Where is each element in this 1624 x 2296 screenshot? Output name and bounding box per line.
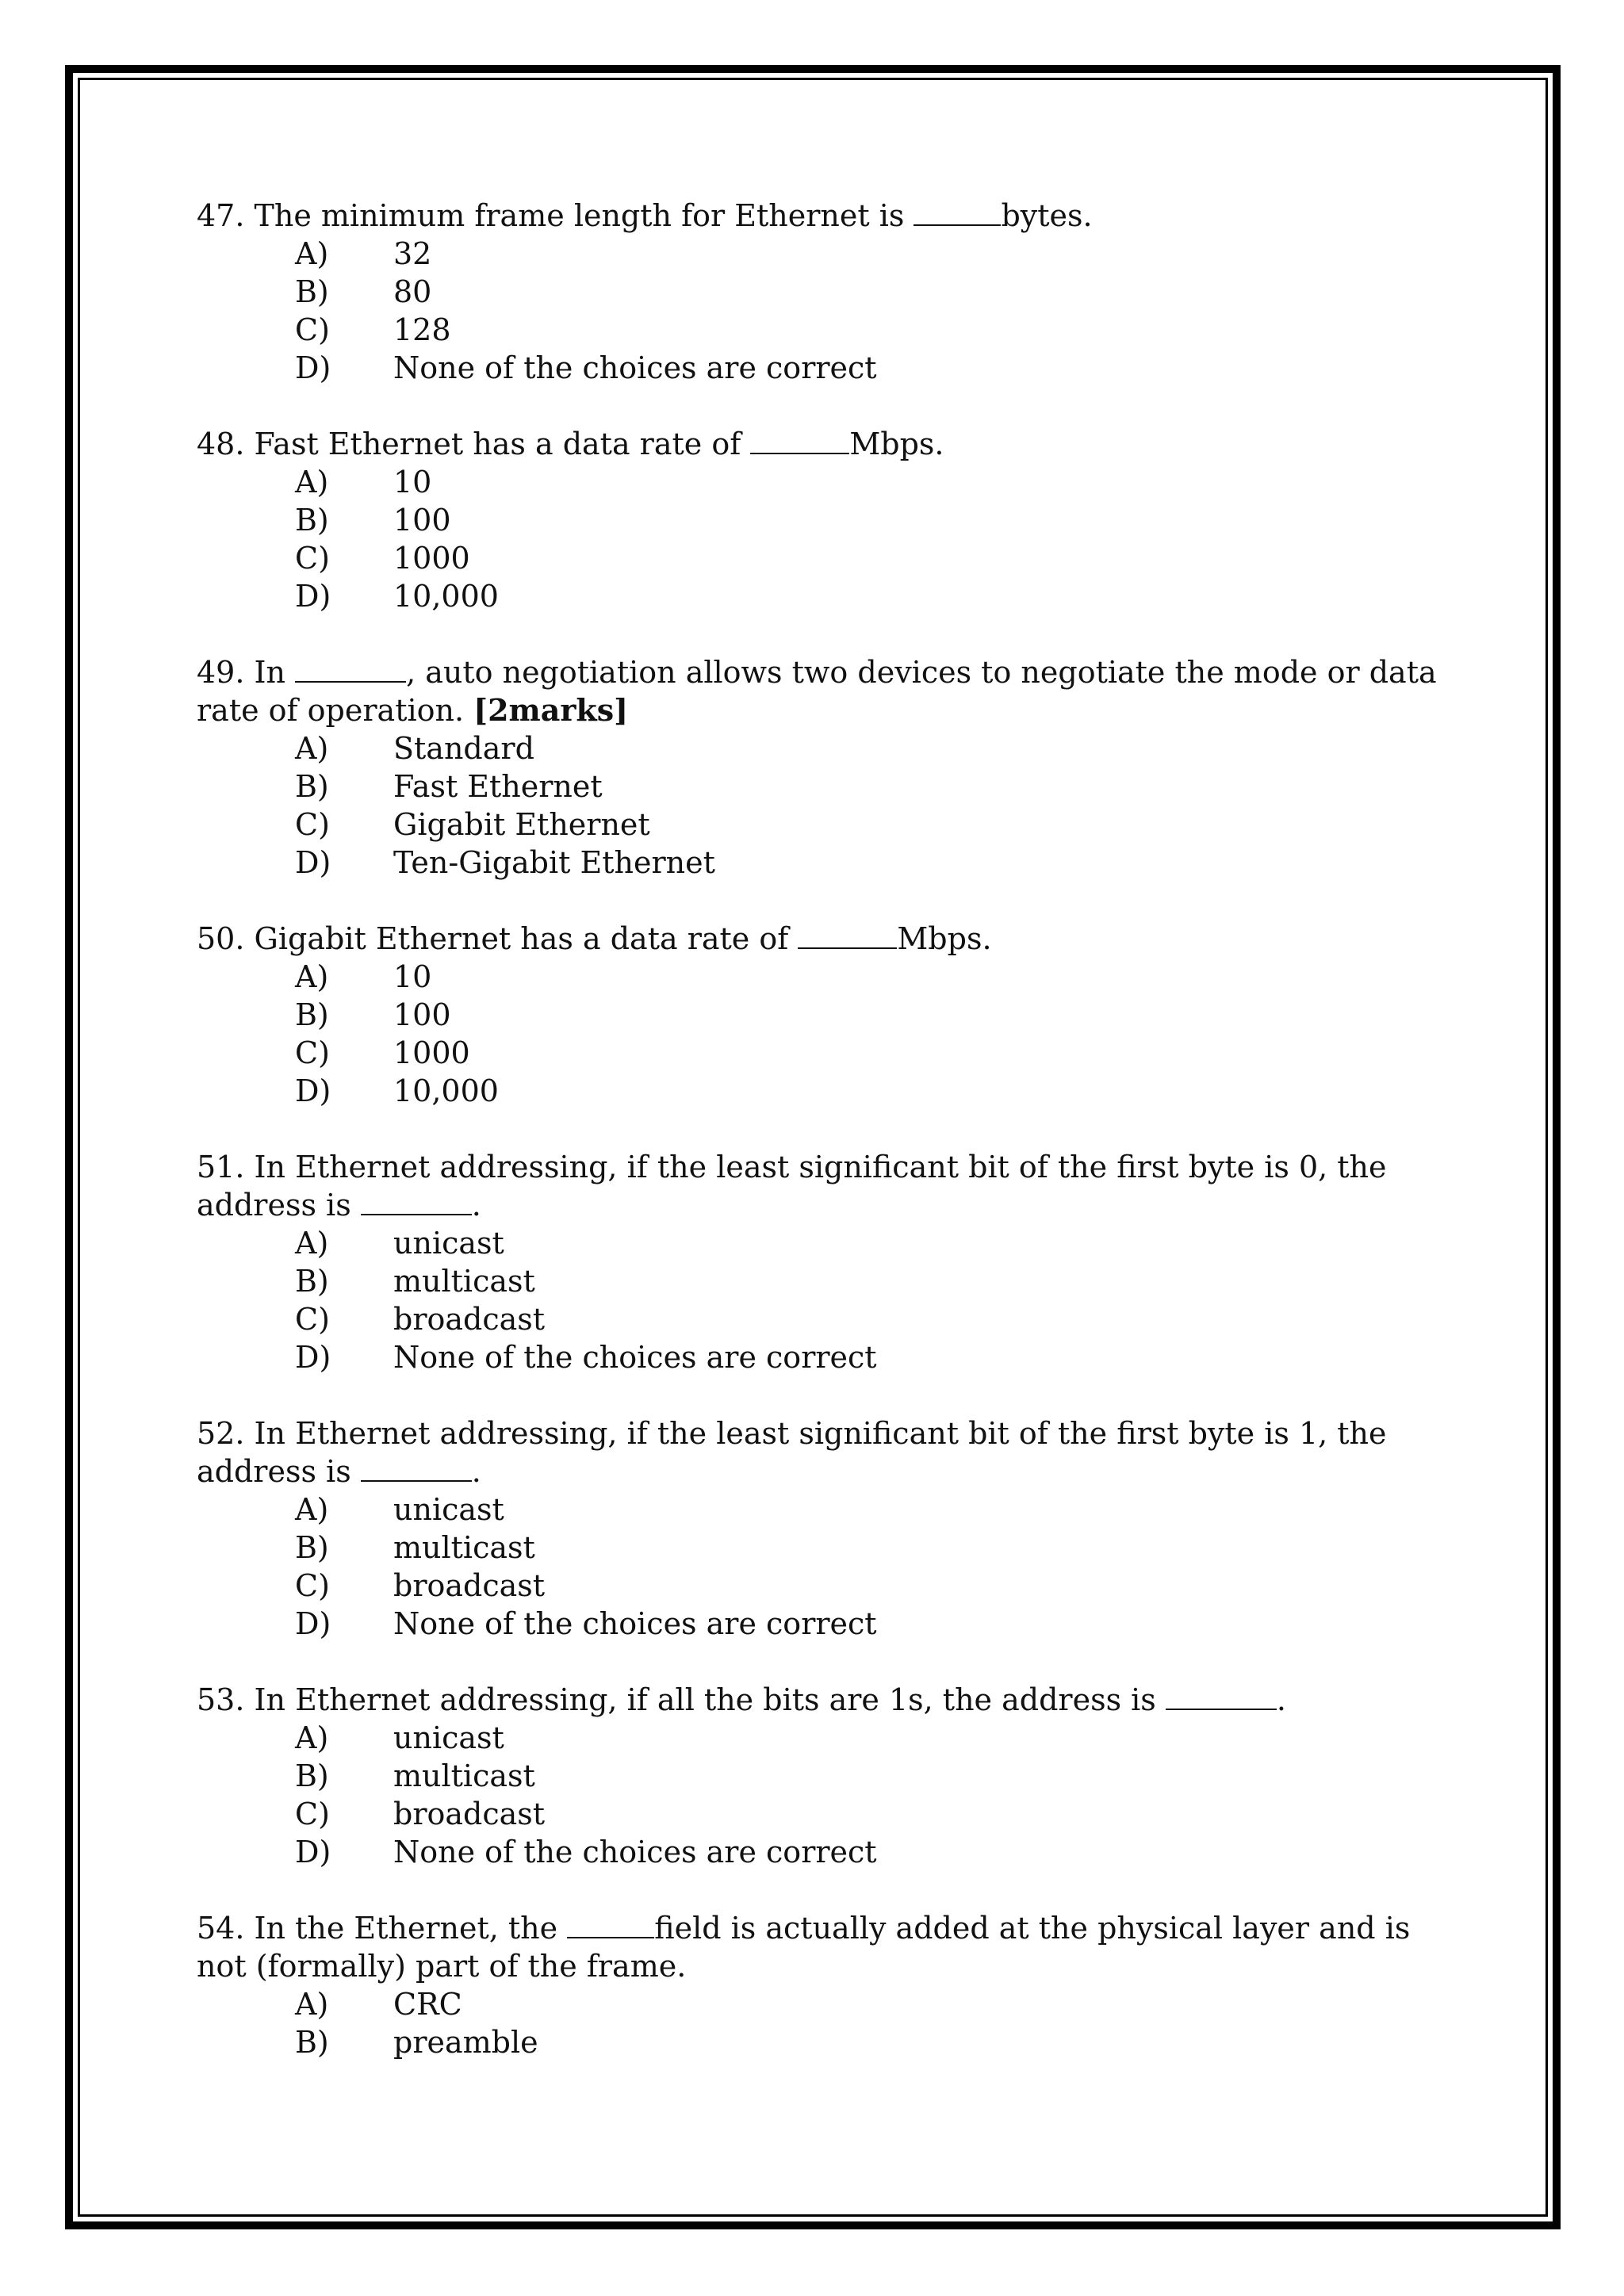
question-text-start: 51. In Ethernet addressing, if the least significant bit of the first byte is 0, the address is bbox=[197, 1150, 1387, 1223]
question-51 bbox=[197, 1148, 1450, 1376]
question-text-start: 48. Fast Ethernet has a data rate of bbox=[197, 427, 751, 461]
option-b[interactable] bbox=[197, 2023, 1450, 2061]
option-b[interactable] bbox=[197, 501, 1450, 539]
marks-label: [2marks] bbox=[473, 692, 629, 728]
option-text: multicast bbox=[393, 1530, 535, 1565]
option-letter: A) bbox=[295, 1987, 329, 2022]
option-text: Ten-Gigabit Ethernet bbox=[393, 845, 715, 880]
option-letter: D) bbox=[295, 579, 331, 614]
option-letter: A) bbox=[295, 959, 329, 994]
option-b[interactable] bbox=[197, 1757, 1450, 1795]
option-letter: B) bbox=[295, 1530, 329, 1565]
question-text-start: 49. In bbox=[197, 655, 296, 690]
option-text: 100 bbox=[393, 503, 451, 538]
option-text: Standard bbox=[393, 731, 534, 766]
option-list bbox=[197, 1719, 1450, 1871]
option-letter: B) bbox=[295, 1758, 329, 1793]
option-letter: B) bbox=[295, 1264, 329, 1299]
question-text-end: Mbps. bbox=[849, 427, 944, 461]
answer-blank bbox=[1166, 1682, 1277, 1710]
option-text: None of the choices are correct bbox=[393, 350, 877, 385]
answer-blank bbox=[567, 1910, 654, 1938]
question-text-end: bytes. bbox=[1001, 198, 1093, 233]
option-a[interactable] bbox=[197, 463, 1450, 501]
option-d[interactable] bbox=[197, 349, 1450, 387]
option-text: broadcast bbox=[393, 1797, 546, 1831]
option-b[interactable] bbox=[197, 996, 1450, 1034]
option-letter: B) bbox=[295, 274, 329, 309]
option-text: None of the choices are correct bbox=[393, 1835, 877, 1869]
option-text: 128 bbox=[393, 312, 451, 347]
answer-blank bbox=[750, 426, 849, 454]
option-letter: C) bbox=[295, 807, 330, 842]
option-a[interactable] bbox=[197, 729, 1450, 767]
question-text-start: 47. The minimum frame length for Ethernet is bbox=[197, 198, 914, 233]
option-a[interactable] bbox=[197, 1985, 1450, 2023]
question-list bbox=[197, 197, 1450, 2099]
option-letter: B) bbox=[295, 2025, 329, 2060]
option-letter: B) bbox=[295, 503, 329, 538]
option-c[interactable] bbox=[197, 1300, 1450, 1338]
answer-blank bbox=[361, 1187, 472, 1215]
option-c[interactable] bbox=[197, 806, 1450, 844]
option-letter: A) bbox=[295, 465, 329, 499]
question-text bbox=[197, 1148, 1450, 1224]
option-d[interactable] bbox=[197, 1338, 1450, 1376]
option-text: 10 bbox=[393, 465, 432, 499]
option-letter: D) bbox=[295, 1606, 331, 1641]
option-d[interactable] bbox=[197, 1072, 1450, 1110]
answer-blank bbox=[295, 654, 406, 683]
option-a[interactable] bbox=[197, 1719, 1450, 1757]
option-text: 1000 bbox=[393, 1035, 470, 1070]
option-text: None of the choices are correct bbox=[393, 1606, 877, 1641]
question-text-start: 53. In Ethernet addressing, if all the bits are 1s, the address is bbox=[197, 1682, 1166, 1717]
option-text: 80 bbox=[393, 274, 432, 309]
option-letter: A) bbox=[295, 1492, 329, 1527]
question-text-start: 50. Gigabit Ethernet has a data rate of bbox=[197, 921, 799, 956]
question-text-end: . bbox=[471, 1454, 481, 1489]
question-49 bbox=[197, 653, 1450, 882]
option-text: unicast bbox=[393, 1720, 504, 1755]
option-letter: D) bbox=[295, 845, 331, 880]
option-d[interactable] bbox=[197, 577, 1450, 615]
option-d[interactable] bbox=[197, 1605, 1450, 1643]
question-text-start: 54. In the Ethernet, the bbox=[197, 1911, 568, 1946]
option-letter: C) bbox=[295, 1568, 330, 1603]
answer-blank bbox=[914, 197, 1001, 226]
option-list bbox=[197, 235, 1450, 387]
option-d[interactable] bbox=[197, 844, 1450, 882]
option-letter: A) bbox=[295, 731, 329, 766]
option-b[interactable] bbox=[197, 1529, 1450, 1567]
question-54 bbox=[197, 1909, 1450, 2061]
question-47 bbox=[197, 197, 1450, 387]
option-text: 10,000 bbox=[393, 579, 499, 614]
option-letter: B) bbox=[295, 997, 329, 1032]
option-text: broadcast bbox=[393, 1568, 546, 1603]
option-list bbox=[197, 463, 1450, 615]
option-letter: D) bbox=[295, 1073, 331, 1108]
option-text: 10 bbox=[393, 959, 432, 994]
question-text-end: . bbox=[1276, 1682, 1286, 1717]
option-c[interactable] bbox=[197, 1567, 1450, 1605]
option-letter: C) bbox=[295, 1035, 330, 1070]
option-text: broadcast bbox=[393, 1302, 546, 1337]
answer-blank bbox=[361, 1453, 472, 1482]
option-letter: D) bbox=[295, 350, 331, 385]
option-text: Fast Ethernet bbox=[393, 769, 603, 804]
option-a[interactable] bbox=[197, 958, 1450, 996]
option-text: 100 bbox=[393, 997, 451, 1032]
option-d[interactable] bbox=[197, 1833, 1450, 1871]
option-c[interactable] bbox=[197, 311, 1450, 349]
option-b[interactable] bbox=[197, 1262, 1450, 1300]
question-text-end: . bbox=[471, 1188, 481, 1223]
option-c[interactable] bbox=[197, 1034, 1450, 1072]
question-text-end: field is actually added at the physical layer and is not (formally) part of the frame. bbox=[197, 1911, 1411, 1984]
option-letter: A) bbox=[295, 1720, 329, 1755]
question-48 bbox=[197, 425, 1450, 615]
option-letter: A) bbox=[295, 1226, 329, 1261]
option-list bbox=[197, 1224, 1450, 1376]
option-text: unicast bbox=[393, 1226, 504, 1261]
option-text: 1000 bbox=[393, 541, 470, 576]
question-text bbox=[197, 1681, 1450, 1719]
option-list bbox=[197, 1985, 1450, 2061]
question-text bbox=[197, 425, 1450, 463]
answer-blank bbox=[798, 920, 897, 949]
question-text bbox=[197, 920, 1450, 958]
option-letter: A) bbox=[295, 236, 329, 271]
option-letter: C) bbox=[295, 312, 330, 347]
option-text: multicast bbox=[393, 1264, 535, 1299]
question-50 bbox=[197, 920, 1450, 1110]
question-text bbox=[197, 1414, 1450, 1490]
option-letter: C) bbox=[295, 541, 330, 576]
option-a[interactable] bbox=[197, 1490, 1450, 1529]
option-text: None of the choices are correct bbox=[393, 1340, 877, 1375]
question-text-end: Mbps. bbox=[897, 921, 992, 956]
option-list bbox=[197, 729, 1450, 882]
question-53 bbox=[197, 1681, 1450, 1871]
option-letter: C) bbox=[295, 1302, 330, 1337]
option-list bbox=[197, 1490, 1450, 1643]
option-c[interactable] bbox=[197, 1795, 1450, 1833]
option-text: 10,000 bbox=[393, 1073, 499, 1108]
option-letter: B) bbox=[295, 769, 329, 804]
option-text: preamble bbox=[393, 2025, 538, 2060]
option-letter: D) bbox=[295, 1835, 331, 1869]
option-list bbox=[197, 958, 1450, 1110]
option-text: multicast bbox=[393, 1758, 535, 1793]
option-b[interactable] bbox=[197, 273, 1450, 311]
option-letter: C) bbox=[295, 1797, 330, 1831]
option-a[interactable] bbox=[197, 235, 1450, 273]
option-text: 32 bbox=[393, 236, 432, 271]
option-c[interactable] bbox=[197, 539, 1450, 577]
question-text bbox=[197, 653, 1450, 729]
option-letter: D) bbox=[295, 1340, 331, 1375]
option-text: CRC bbox=[393, 1987, 462, 2022]
option-text: unicast bbox=[393, 1492, 504, 1527]
option-a[interactable] bbox=[197, 1224, 1450, 1262]
question-text bbox=[197, 1909, 1450, 1985]
question-text-start: 52. In Ethernet addressing, if the least significant bit of the first byte is 1, the address is bbox=[197, 1416, 1387, 1489]
option-text: Gigabit Ethernet bbox=[393, 807, 650, 842]
question-text-end: , auto negotiation allows two devices to negotiate the mode or data rate of operation. bbox=[197, 655, 1437, 728]
question-52 bbox=[197, 1414, 1450, 1643]
question-text bbox=[197, 197, 1450, 235]
option-b[interactable] bbox=[197, 767, 1450, 806]
